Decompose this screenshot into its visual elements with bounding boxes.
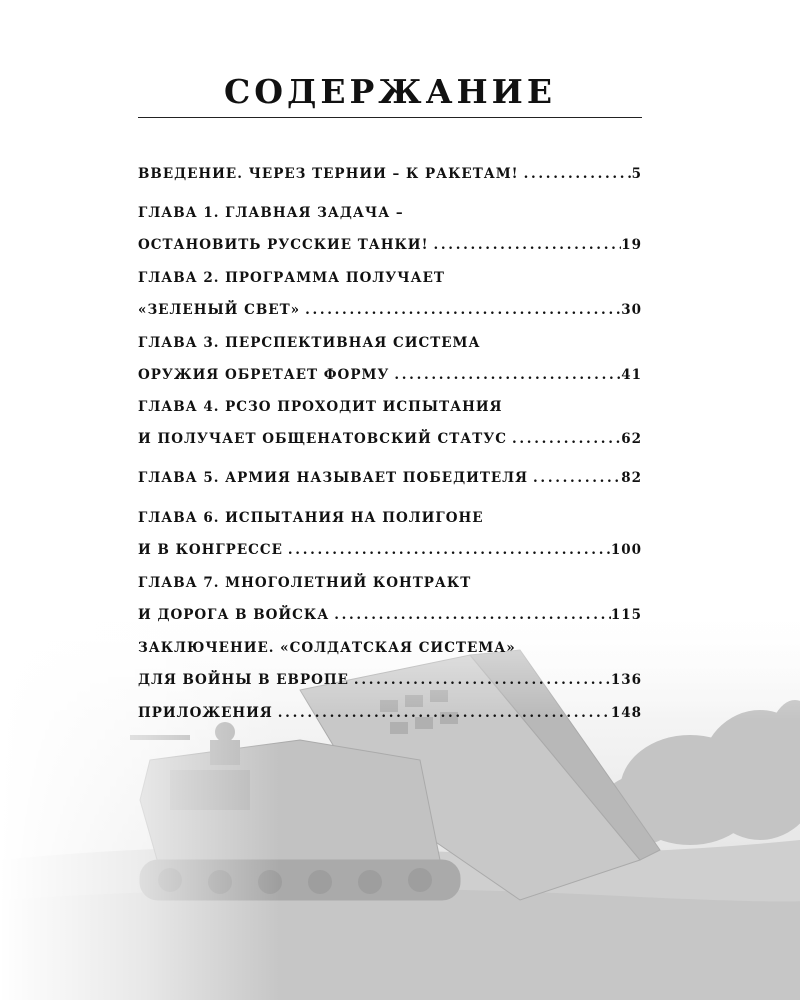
leader-dots [389, 359, 621, 391]
leader-dots [519, 158, 632, 190]
toc-entry-title: ДЛЯ ВОЙНЫ В ЕВРОПЕ [138, 672, 349, 688]
leader-dots [300, 294, 621, 326]
leader-dots [507, 423, 621, 455]
leader-dots [528, 462, 621, 494]
toc-page-number: 30 [621, 302, 642, 318]
toc-entry-title: ОРУЖИЯ ОБРЕТАЕТ ФОРМУ [138, 367, 390, 383]
toc-entry-title: ГЛАВА 6. ИСПЫТАНИЯ НА ПОЛИГОНЕ [138, 510, 484, 526]
toc-entry[interactable] [138, 327, 642, 391]
leader-dots [283, 534, 611, 566]
toc-page-number: 82 [621, 470, 642, 486]
toc-entry-title: И В КОНГРЕССЕ [138, 542, 283, 558]
leader-dots [273, 697, 611, 729]
toc-entry[interactable] [138, 197, 642, 261]
toc-page-number: 5 [631, 166, 642, 182]
toc-page-number: 19 [621, 237, 642, 253]
title-rule [138, 117, 642, 118]
toc-entry[interactable] [138, 391, 642, 455]
toc-entry-title: ВВЕДЕНИЕ. ЧЕРЕЗ ТЕРНИИ – К РАКЕТАМ! [138, 166, 519, 182]
toc-entry[interactable] [138, 697, 642, 729]
leader-dots [349, 664, 611, 696]
table-of-contents [138, 158, 642, 729]
toc-entry-title: ПРИЛОЖЕНИЯ [138, 705, 273, 721]
toc-page-number: 100 [610, 542, 642, 558]
toc-entry[interactable] [138, 567, 642, 631]
toc-entry[interactable] [138, 462, 642, 494]
toc-entry-title: И ПОЛУЧАЕТ ОБЩЕНАТОВСКИЙ СТАТУС [138, 431, 507, 447]
toc-page-number: 148 [610, 705, 642, 721]
toc-page-number: 62 [621, 431, 642, 447]
toc-entry[interactable] [138, 502, 642, 566]
toc-entry-title: ГЛАВА 1. ГЛАВНАЯ ЗАДАЧА – [138, 205, 404, 221]
toc-entry-title: ЗАКЛЮЧЕНИЕ. «СОЛДАТСКАЯ СИСТЕМА» [138, 640, 516, 656]
toc-entry-title: ГЛАВА 2. ПРОГРАММА ПОЛУЧАЕТ [138, 270, 445, 286]
toc-entry-title: И ДОРОГА В ВОЙСКА [138, 607, 330, 623]
toc-entry-title: ГЛАВА 3. ПЕРСПЕКТИВНАЯ СИСТЕМА [138, 335, 481, 351]
toc-entry-title: «ЗЕЛЕНЫЙ СВЕТ» [138, 302, 301, 318]
leader-dots [429, 229, 622, 261]
toc-page-number: 41 [621, 367, 642, 383]
toc-entry[interactable] [138, 262, 642, 326]
toc-entry[interactable] [138, 158, 642, 190]
page-title: СОДЕРЖАНИЕ [223, 72, 556, 111]
toc-entry-title: ГЛАВА 4. РСЗО ПРОХОДИТ ИСПЫТАНИЯ [138, 399, 503, 415]
toc-entry-title: ГЛАВА 7. МНОГОЛЕТНИЙ КОНТРАКТ [138, 575, 472, 591]
leader-dots [329, 599, 611, 631]
toc-entry-title: ОСТАНОВИТЬ РУССКИЕ ТАНКИ! [138, 237, 429, 253]
toc-entry-title: ГЛАВА 5. АРМИЯ НАЗЫВАЕТ ПОБЕДИТЕЛЯ [138, 470, 529, 486]
toc-page-number: 115 [610, 607, 642, 623]
toc-entry[interactable] [138, 632, 642, 696]
toc-page-number: 136 [610, 672, 642, 688]
